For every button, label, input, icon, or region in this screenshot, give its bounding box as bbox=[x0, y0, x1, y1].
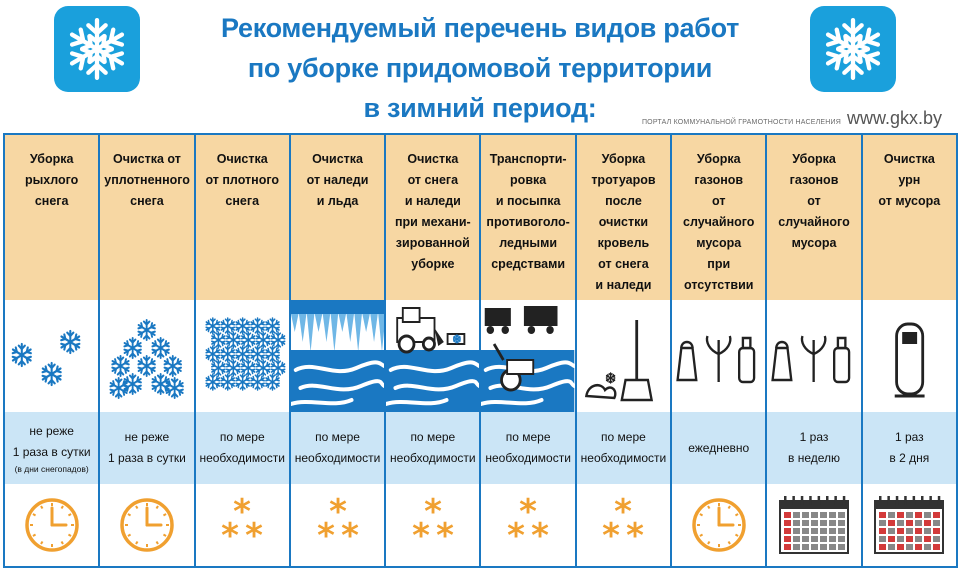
work-heading-line: от наледи bbox=[306, 173, 369, 187]
work-column bbox=[289, 135, 384, 566]
calendar-weekly-icon bbox=[778, 495, 850, 555]
frequency-note: (в дни снегопадов) bbox=[14, 464, 89, 474]
frequency-line: необходимости bbox=[199, 451, 286, 465]
work-illustration bbox=[196, 300, 289, 412]
dense-snow-icon bbox=[196, 300, 289, 412]
title-line: в зимний период: bbox=[363, 93, 597, 123]
svg-text:*: * bbox=[423, 495, 442, 532]
work-heading-line: от плотного bbox=[205, 173, 280, 187]
broom-snow-icon bbox=[577, 300, 670, 412]
work-heading bbox=[481, 135, 574, 300]
work-column bbox=[479, 135, 574, 566]
frequency-line: ежедневно bbox=[688, 440, 750, 455]
work-heading-line: ледными bbox=[499, 236, 558, 250]
clock-icon bbox=[689, 495, 749, 555]
work-heading-line: и наледи bbox=[595, 278, 652, 292]
calendar-two-days-icon bbox=[873, 495, 945, 555]
title-line: Рекомендуемый перечень видов работ bbox=[220, 13, 740, 43]
work-heading bbox=[386, 135, 479, 300]
frequency-line: не реже bbox=[29, 424, 74, 438]
work-frequency bbox=[386, 412, 479, 484]
svg-text:*: * bbox=[507, 516, 526, 555]
snowflake-icon bbox=[817, 13, 889, 85]
logo-snowflake-right bbox=[810, 6, 896, 92]
work-heading bbox=[5, 135, 98, 300]
work-frequency bbox=[100, 412, 193, 484]
work-frequency bbox=[577, 412, 670, 484]
frequency-line: 1 раза в сутки bbox=[108, 451, 186, 465]
svg-text:*: * bbox=[245, 516, 264, 555]
frequency-symbol bbox=[386, 484, 479, 566]
work-illustration bbox=[386, 300, 479, 412]
work-heading-line: от мусора bbox=[878, 194, 941, 208]
frequency-line: по мере bbox=[219, 430, 265, 444]
svg-text:*: * bbox=[435, 516, 454, 555]
frequency-line: по мере bbox=[505, 430, 551, 444]
logo-snowflake-left bbox=[54, 6, 140, 92]
icicles-ice-icon bbox=[291, 300, 384, 412]
work-column bbox=[194, 135, 289, 566]
work-heading-line: и наледи bbox=[404, 194, 461, 208]
work-heading-line: противоголо- bbox=[486, 215, 570, 229]
work-heading-line: снега bbox=[225, 194, 260, 208]
packed-snow-icon bbox=[100, 300, 193, 412]
work-heading-line: уплотненного bbox=[104, 173, 190, 187]
work-heading-line: мусора bbox=[696, 236, 742, 250]
clock-icon bbox=[117, 495, 177, 555]
frequency-symbol bbox=[196, 484, 289, 566]
work-frequency bbox=[863, 412, 956, 484]
work-illustration bbox=[767, 300, 860, 412]
work-heading bbox=[767, 135, 860, 300]
work-heading-line: Очистка bbox=[216, 152, 268, 166]
work-heading-line: средствами bbox=[491, 257, 566, 271]
frequency-symbol bbox=[577, 484, 670, 566]
asterisks-icon bbox=[498, 495, 558, 555]
work-heading-line: Очистка bbox=[312, 152, 364, 166]
svg-text:*: * bbox=[519, 495, 538, 532]
work-frequency bbox=[196, 412, 289, 484]
snowflake-icon bbox=[61, 13, 133, 85]
work-illustration bbox=[5, 300, 98, 412]
work-illustration bbox=[672, 300, 765, 412]
frequency-symbol bbox=[100, 484, 193, 566]
work-heading-line: при механи- bbox=[394, 215, 471, 229]
svg-text:*: * bbox=[233, 495, 252, 532]
frequency-line: 1 раза в сутки bbox=[12, 445, 91, 459]
frequency-symbol bbox=[5, 484, 98, 566]
litter-icon bbox=[672, 300, 765, 412]
work-column bbox=[765, 135, 860, 566]
work-heading-line: и посыпка bbox=[495, 194, 561, 208]
work-heading-line: Уборка bbox=[696, 152, 741, 166]
work-heading-line: кровель bbox=[597, 236, 650, 250]
svg-text:*: * bbox=[411, 516, 430, 555]
work-frequency bbox=[672, 412, 765, 484]
work-column bbox=[670, 135, 765, 566]
work-illustration bbox=[100, 300, 193, 412]
work-heading-line: газонов bbox=[789, 173, 839, 187]
work-heading-line: Транспорти- bbox=[489, 152, 567, 166]
work-heading bbox=[672, 135, 765, 300]
work-heading-line: Уборка bbox=[29, 152, 74, 166]
clock-icon bbox=[22, 495, 82, 555]
frequency-line: 1 раз bbox=[799, 430, 829, 444]
frequency-line: в 2 дня bbox=[889, 451, 930, 465]
frequency-line: необходимости bbox=[485, 451, 571, 465]
work-heading-line: очистки bbox=[598, 215, 649, 229]
work-heading-line: от случайного bbox=[683, 194, 755, 229]
snow-tractor-icon bbox=[386, 300, 479, 412]
svg-text:*: * bbox=[626, 516, 645, 555]
work-heading-line: ровка bbox=[510, 173, 547, 187]
trucks-spreader-icon bbox=[481, 300, 574, 412]
work-heading-line: Уборка bbox=[601, 152, 646, 166]
work-heading-line: зированной bbox=[395, 236, 470, 250]
frequency-symbol bbox=[767, 484, 860, 566]
work-heading-line: урн bbox=[898, 173, 921, 187]
work-heading-line: от снега bbox=[407, 173, 459, 187]
work-column bbox=[384, 135, 479, 566]
frequency-line: необходимости bbox=[294, 451, 381, 465]
work-column bbox=[575, 135, 670, 566]
frequency-line: по мере bbox=[410, 430, 456, 444]
work-heading-line: снега bbox=[34, 194, 69, 208]
work-heading-line: уборке bbox=[411, 257, 455, 271]
work-column bbox=[98, 135, 193, 566]
work-heading-line: Очистка bbox=[407, 152, 459, 166]
work-heading bbox=[577, 135, 670, 300]
work-frequency bbox=[767, 412, 860, 484]
work-heading-line: Очистка от bbox=[113, 152, 181, 166]
frequency-line: необходимости bbox=[580, 451, 667, 465]
work-heading bbox=[863, 135, 956, 300]
portal-credit bbox=[642, 108, 942, 129]
frequency-line: не реже bbox=[124, 430, 170, 444]
work-column bbox=[861, 135, 956, 566]
frequency-symbol bbox=[481, 484, 574, 566]
svg-text:*: * bbox=[531, 516, 550, 555]
frequency-line: необходимости bbox=[390, 451, 476, 465]
loose-snow-icon bbox=[5, 300, 98, 412]
work-heading-line: при bbox=[707, 257, 731, 271]
works-table bbox=[3, 133, 958, 568]
frequency-line: по мере bbox=[315, 430, 360, 444]
trash-bin-icon bbox=[863, 300, 956, 412]
work-heading bbox=[100, 135, 193, 300]
svg-text:*: * bbox=[316, 516, 335, 555]
frequency-line: 1 раз bbox=[894, 430, 924, 444]
litter-icon bbox=[767, 300, 860, 412]
work-illustration bbox=[577, 300, 670, 412]
frequency-line: по мере bbox=[601, 430, 646, 444]
frequency-symbol bbox=[291, 484, 384, 566]
work-heading bbox=[196, 135, 289, 300]
portal-site: www.gkx.by bbox=[846, 108, 942, 128]
svg-text:*: * bbox=[221, 516, 240, 555]
work-heading-line: от случайного bbox=[778, 194, 850, 229]
work-frequency bbox=[5, 412, 98, 484]
svg-text:*: * bbox=[340, 516, 359, 555]
asterisks-icon bbox=[593, 495, 653, 555]
work-heading-line: и льда bbox=[316, 194, 359, 208]
work-illustration bbox=[863, 300, 956, 412]
title-line: по уборке придомовой территории bbox=[247, 53, 713, 83]
work-heading-line: после bbox=[605, 194, 642, 208]
work-heading bbox=[291, 135, 384, 300]
frequency-symbol bbox=[863, 484, 956, 566]
work-heading-line: рыхлого bbox=[24, 173, 79, 187]
work-heading-line: мусора bbox=[791, 236, 837, 250]
work-heading-line: снега bbox=[130, 194, 164, 208]
asterisks-icon bbox=[308, 495, 368, 555]
work-heading-line: Уборка bbox=[792, 152, 836, 166]
work-frequency bbox=[291, 412, 384, 484]
work-heading-line: газонов bbox=[694, 173, 744, 187]
asterisks-icon bbox=[212, 495, 272, 555]
work-heading-line: Очистка bbox=[883, 152, 935, 166]
work-heading-line: тротуаров bbox=[591, 173, 656, 187]
portal-label: ПОРТАЛ КОММУНАЛЬНОЙ ГРАМОТНОСТИ НАСЕЛЕНИЯ bbox=[641, 119, 841, 126]
frequency-line: в неделю bbox=[788, 451, 841, 465]
frequency-symbol bbox=[672, 484, 765, 566]
work-frequency bbox=[481, 412, 574, 484]
work-heading-line: от снега bbox=[598, 257, 649, 271]
asterisks-icon bbox=[403, 495, 463, 555]
svg-text:*: * bbox=[328, 495, 347, 532]
work-illustration bbox=[291, 300, 384, 412]
svg-text:*: * bbox=[614, 495, 633, 532]
work-column bbox=[5, 135, 98, 566]
work-heading-line: отсутствии bbox=[684, 278, 754, 292]
svg-text:*: * bbox=[602, 516, 621, 555]
work-illustration bbox=[481, 300, 574, 412]
